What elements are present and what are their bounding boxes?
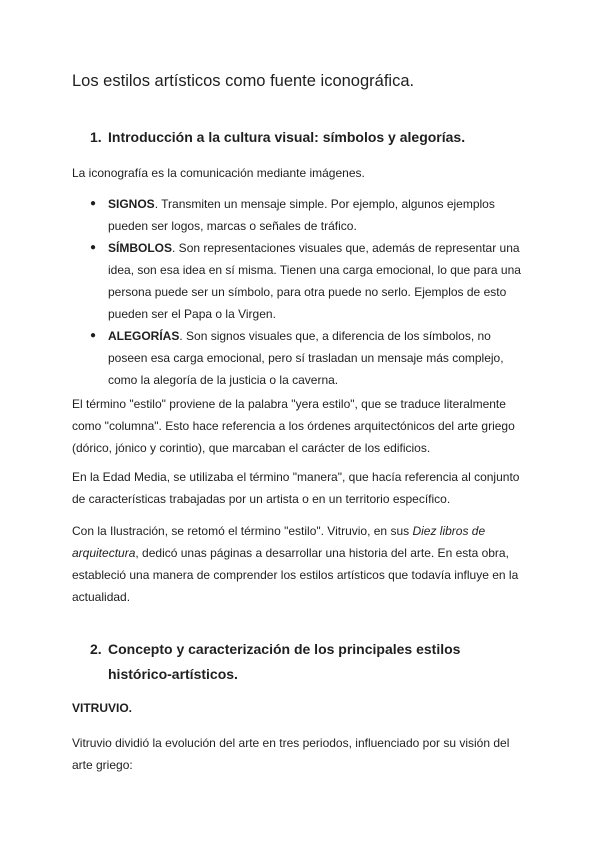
list-item xyxy=(72,325,524,391)
edad-media-paragraph: En la Edad Media, se utilizaba el término "manera", que hacía referencia al conjunto de características trabajadas por un artista o en un territorio específico. xyxy=(72,470,520,506)
section-1-title: Introducción a la cultura visual: símbolos y alegorías. xyxy=(108,129,466,145)
section-2-number: 2. xyxy=(90,641,102,657)
section-2-title: Concepto y caracterización de los principales estilos histórico-artísticos. xyxy=(108,641,461,682)
document-title: Los estilos artísticos como fuente iconográfica. xyxy=(72,72,415,90)
section-1-number: 1. xyxy=(90,129,102,145)
definitions-list xyxy=(72,193,524,391)
term-signos: SIGNOS xyxy=(108,197,155,211)
list-item xyxy=(72,193,524,237)
paragraph-text: , dedicó unas páginas a desarrollar una historia del arte. En esta obra, estableció una manera de comprender los estilos artísticos que todavía influye en la actualidad. xyxy=(72,546,519,604)
bullet-icon: ● xyxy=(90,330,97,341)
term-alegorias: ALEGORÍAS xyxy=(108,329,180,343)
section-2-heading xyxy=(72,637,508,687)
estilo-paragraph: El término "estilo" proviene de la palabra "yera estilo", que se traduce literalmente como "columna". Esto hace referencia a los órdenes arquitectónicos del arte griego (dórico, jónico y corintio), que marcaban el carácter de los edificios. xyxy=(72,397,515,455)
bullet-icon: ● xyxy=(90,242,97,253)
term-simbolos: SÍMBOLOS xyxy=(108,241,173,255)
section-1-heading xyxy=(72,125,508,150)
definition-text: . Son signos visuales que, a diferencia de los símbolos, no poseen esa carga emocional, pero sí trasladan un mensaje más complejo, como la alegoría de la justicia o la caverna. xyxy=(108,329,504,387)
list-item xyxy=(72,237,524,325)
bullet-icon: ● xyxy=(90,198,97,209)
definition-text: . Son representaciones visuales que, además de representar una idea, son esa idea en sí misma. Tienen una carga emocional, lo que para una persona puede ser un símbolo, para otra puede no serlo. Ejemplos de esto pueden ser el Papa o la Virgen. xyxy=(108,241,521,321)
paragraph-text: Con la Ilustración, se retomó el término "estilo". Vitruvio, en sus xyxy=(72,524,413,538)
book-title: Diez libros de arquitectura xyxy=(72,524,486,560)
vitruvio-subheading: VITRUVIO. xyxy=(72,701,133,715)
definition-text: . Transmiten un mensaje simple. Por ejemplo, algunos ejemplos pueden ser logos, marcas o señales de tráfico. xyxy=(108,197,495,233)
ilustracion-paragraph xyxy=(72,520,524,608)
intro-paragraph: La iconografía es la comunicación mediante imágenes. xyxy=(72,166,365,180)
vitruvio-paragraph: Vitruvio dividió la evolución del arte en tres periodos, influenciado por su visión del arte griego: xyxy=(72,736,510,772)
